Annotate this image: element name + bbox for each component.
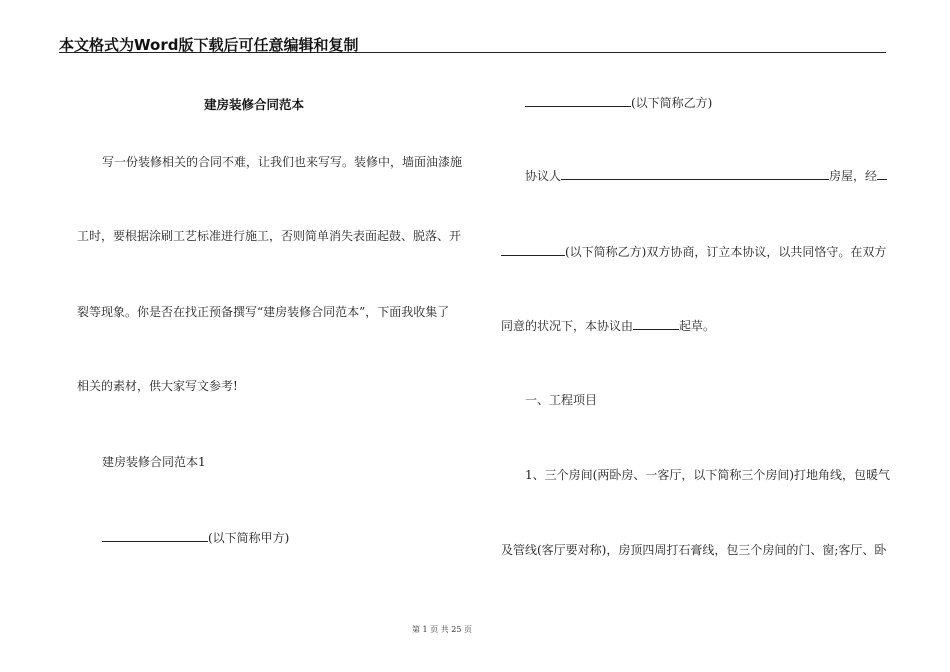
- agreement-line-1: [525, 168, 887, 183]
- agreement-prefix: 协议人: [525, 169, 562, 183]
- page-indicator: 第 1 页 共 25 页: [412, 625, 472, 634]
- agreement-line-2-text: (以下简称乙方)双方协商，订立本协议，以共同恪守。在双方: [565, 245, 887, 259]
- header-divider: [59, 52, 886, 53]
- intro-line-4: 相关的素材，供大家写文参考!: [77, 379, 238, 393]
- agreement-suffix: 房屋，经: [829, 169, 878, 183]
- item-one-line-1: 1、三个房间(两卧房、一客厅，以下简称三个房间)打地角线，包暖气: [525, 468, 891, 482]
- intro-line-1: 写一份装修相关的合同不难，让我们也来写写。装修中，墙面油漆施: [102, 155, 463, 169]
- agreement-line-2: [501, 244, 886, 259]
- party-b-label: (以下简称乙方): [631, 96, 713, 110]
- agreement-party-blank[interactable]: [561, 168, 829, 180]
- party-a-blank[interactable]: [102, 530, 208, 542]
- document-banner: 本文格式为Word版下载后可任意编辑和复制: [59, 36, 359, 54]
- agreement-line-3-end: 起草。: [679, 319, 716, 333]
- party-b-short-blank[interactable]: [501, 244, 565, 256]
- section-heading-projects: 一、工程项目: [525, 393, 598, 407]
- document-title: 建房装修合同范本: [204, 97, 305, 112]
- agreement-trailing-blank[interactable]: [877, 168, 887, 180]
- drafter-blank[interactable]: [633, 318, 679, 330]
- item-one-line-2: 及管线(客厅要对称)，房顶四周打石膏线，包三个房间的门、窗;客厅、卧: [501, 543, 887, 557]
- party-a-line: [102, 530, 289, 545]
- intro-line-2: 工时，要根据涂刷工艺标准进行施工，否则简单消失表面起鼓、脱落、开: [77, 229, 462, 243]
- party-b-line: [525, 95, 712, 110]
- party-b-blank[interactable]: [525, 95, 631, 107]
- contract-subtitle: 建房装修合同范本1: [102, 455, 206, 469]
- intro-line-3: 裂等现象。你是否在找正预备撰写“建房装修合同范本”，下面我收集了: [77, 305, 450, 319]
- party-a-label: (以下简称甲方): [208, 531, 290, 545]
- agreement-line-3: [501, 318, 715, 333]
- agreement-line-3-text: 同意的状况下，本协议由: [501, 319, 634, 333]
